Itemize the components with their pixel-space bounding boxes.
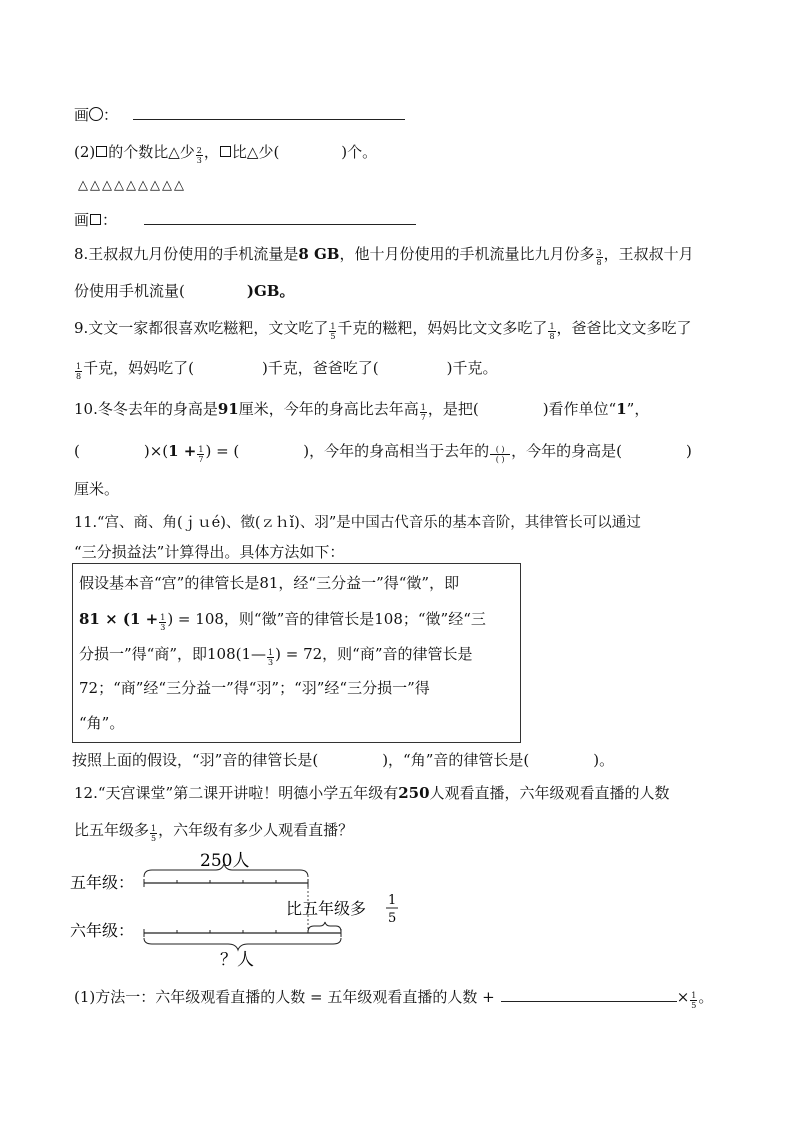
top-label: 250人 [200,851,250,871]
box-line-2: 81 × (1 + $\frac{1}{3}$ ) = 108，则“徵”音的律管长是108；“徵”经“三 [79,610,486,632]
fraction: $\frac{1}{5}$ [151,824,157,843]
fraction: $\frac{3}{8}$ [596,248,602,267]
segment-diagram [68,848,428,970]
question-8-line2: 份使用手机流量( )GB。 [74,282,295,300]
question-11-answer: 按照上面的假设，“羽”音的律管长是( )，“角”音的律管长是( )。 [72,751,615,769]
question-12-line1: 12.“天宫课堂”第二课开讲啦！明德小学五年级有250人观看直播，六年级观看直播的人数 [74,784,670,802]
answer-line[interactable] [133,119,405,120]
compare-label: 比五年级多 [286,899,367,918]
svg-text:5: 5 [388,911,397,926]
triangle-row: △△△△△△△△△ [78,178,186,193]
fraction: $\frac{1}{3}$ [160,613,166,632]
question-10-line2: ( )×(1 + $\frac{1}{7}$ ) = ( )，今年的身高相当于去年的 $\frac{( )}{( )}$ ，今年的身高是( ) [74,442,692,464]
box-line-1: 假设基本音“宫”的律管长是81，经“三分益一”得“徵”，即 [79,574,460,592]
circle-icon [89,107,103,121]
question-10-line3: 厘米。 [74,480,120,498]
question-7-2: (2) 的个数比△少 $\frac{2}{3}$ ， 比△少( )个。 [74,143,378,165]
blank-fraction[interactable]: $\frac{( )}{( )}$ [490,445,510,464]
question-9-line2: $\frac{1}{8}$ 千克，妈妈吃了( )千克，爸爸吃了( )千克。 [76,359,498,381]
question-11-line2: “三分损益法”计算得出。具体方法如下： [74,543,345,561]
box-line-4: 72；“商”经“三分益一”得“羽”；“羽”经“三分损一”得 [79,679,430,697]
svg-text:1: 1 [388,893,397,908]
row-label-6th: 六年级： [70,921,135,940]
fraction: $\frac{1}{5}$ [691,991,697,1010]
square-icon [90,214,101,225]
method-box [72,563,521,743]
answer-line[interactable] [501,1001,677,1002]
fraction: $\frac{1}{7}$ [198,445,204,464]
question-12-line2: 比五年级多 $\frac{1}{5}$ ，六年级有多少人观看直播？ [74,821,354,843]
row-label-5th: 五年级： [70,873,135,892]
bottom-label: ？人 [220,950,254,970]
extra-brace [308,922,341,932]
square-icon [96,146,107,157]
question-8-line1: 8.王叔叔九月份使用的手机流量是8 GB，他十月份使用的手机流量比九月份多 $\frac{3}{8}$ ，王叔叔十月 [74,245,694,267]
fraction: $\frac{1}{8}$ [76,362,82,381]
question-11-line1: 11.“宫、商、角(ｊｕé)、徵(ｚｈǐ)、羽”是中国古代音乐的基本音阶，其律管长可以通过 [74,515,641,531]
bottom-brace [144,938,341,950]
fraction: $\frac{1}{5}$ [330,322,336,341]
question-9-line1: 9.文文一家都很喜欢吃糍粑，文文吃了 $\frac{1}{5}$ 千克的糍粑，妈妈比文文多吃了 $\frac{1}{8}$ ，爸爸比文文多吃了 [74,319,692,341]
method-1: (1)方法一：六年级观看直播的人数 = 五年级观看直播的人数 + × $\frac{1}{5}$ 。 [74,988,714,1010]
draw-label: 画 [74,106,90,124]
question-10-line1: 10.冬冬去年的身高是91厘米，今年的身高比去年高 $\frac{1}{7}$ ，是把( )看作单位“1”， [74,400,650,422]
fraction: $\frac{1}{7}$ [420,403,426,422]
draw-square-row: 画 ： [74,209,416,230]
square-icon [220,146,231,157]
answer-line[interactable] [144,224,416,225]
box-line-5: “角”。 [79,714,125,732]
fraction: $\frac{2}{3}$ [196,146,202,165]
fraction: $\frac{1}{8}$ [549,322,555,341]
fraction: $\frac{1}{3}$ [268,648,274,667]
box-line-3: 分损一”得“商”，即108(1— $\frac{1}{3}$ ) = 72，则“商”音的律管长是 [79,645,473,667]
draw-circle-row: 画 ： [74,104,405,125]
